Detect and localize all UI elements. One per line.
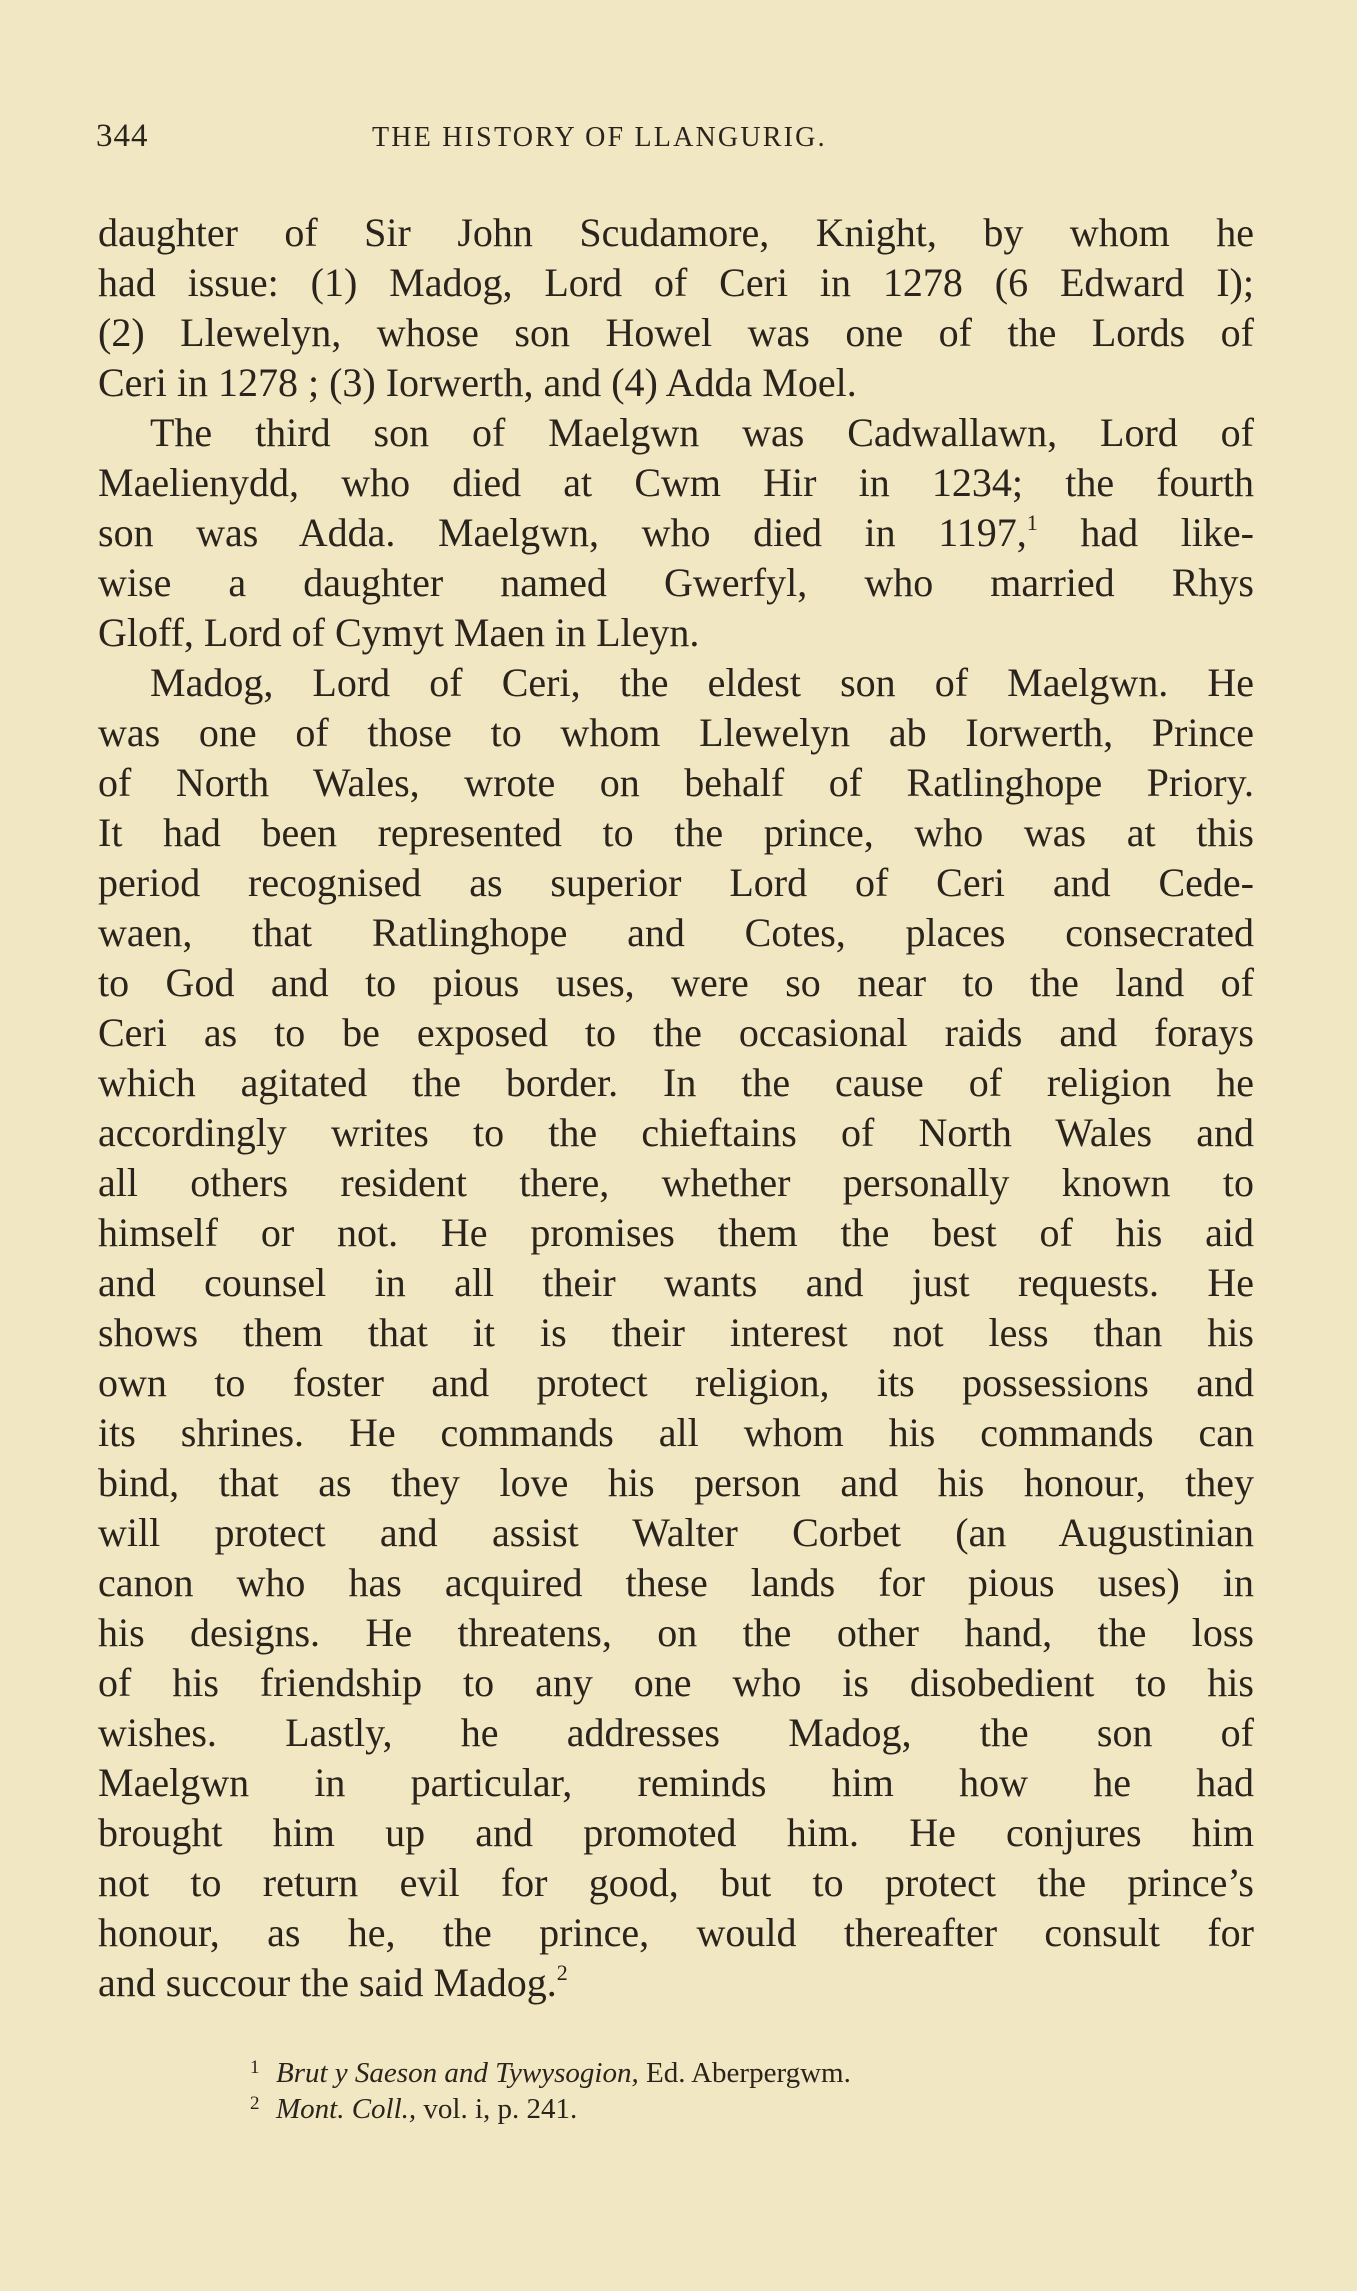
text-line xyxy=(98,308,1254,358)
text-line xyxy=(98,1458,1254,1508)
text-line xyxy=(98,1258,1254,1308)
text-line xyxy=(98,858,1254,908)
text-line-content: shows them that it is their interest not less than his xyxy=(98,1310,1254,1355)
running-title: THE HISTORY OF LLANGURIG. xyxy=(372,122,827,153)
text-line-content: to God and to pious uses, were so near to the land of xyxy=(98,960,1254,1005)
text-line xyxy=(98,1408,1254,1458)
text-line xyxy=(98,1358,1254,1408)
footnote-reference[interactable]: 1 xyxy=(1026,510,1038,535)
text-line-content: was one of those to whom Llewelyn ab Iorwerth, Prince xyxy=(98,710,1254,755)
footnote-source-title: Brut y Saeson and Tywysogion, xyxy=(276,2057,639,2089)
text-line-content: period recognised as superior Lord of Ceri and Cede- xyxy=(98,860,1254,905)
text-line-content: brought him up and promoted him. He conjures him xyxy=(98,1810,1254,1855)
text-line xyxy=(98,658,1254,708)
text-line xyxy=(98,1608,1254,1658)
text-line xyxy=(98,1558,1254,1608)
text-line-content: and counsel in all their wants and just requests. He xyxy=(98,1260,1254,1305)
footnote-detail: Ed. Aberpergwm. xyxy=(638,2057,851,2089)
text-line-continuation: had like- xyxy=(1037,510,1254,555)
text-line xyxy=(98,758,1254,808)
footnotes xyxy=(250,2050,1250,2125)
text-line-content: Ceri in 1278 ; (3) Iorwerth, and (4) Adda Moel. xyxy=(98,360,857,405)
text-line-content: The third son of Maelgwn was Cadwallawn, Lord of xyxy=(150,410,1254,455)
text-line xyxy=(98,1308,1254,1358)
text-line xyxy=(98,1508,1254,1558)
text-line xyxy=(98,208,1254,258)
body-text xyxy=(98,208,1254,2008)
text-line xyxy=(98,708,1254,758)
text-line xyxy=(98,1708,1254,1758)
text-line-content: own to foster and protect religion, its possessions and xyxy=(98,1360,1254,1405)
text-line xyxy=(98,1908,1254,1958)
text-line xyxy=(98,358,1254,408)
text-line-content: honour, as he, the prince, would thereafter consult for xyxy=(98,1910,1254,1955)
footnote-mark: 2 xyxy=(250,2093,260,2114)
text-line xyxy=(98,608,1254,658)
text-line xyxy=(98,1808,1254,1858)
text-line xyxy=(98,558,1254,608)
text-line xyxy=(98,908,1254,958)
text-line-content: wishes. Lastly, he addresses Madog, the son of xyxy=(98,1710,1254,1755)
footnote xyxy=(250,2086,1250,2125)
text-line xyxy=(98,408,1254,458)
text-line xyxy=(98,1208,1254,1258)
text-line xyxy=(98,1008,1254,1058)
text-line xyxy=(98,258,1254,308)
text-line-content: Maelienydd, who died at Cwm Hir in 1234; the fourth xyxy=(98,460,1254,505)
text-line-content: its shrines. He commands all whom his commands can xyxy=(98,1410,1254,1455)
text-line xyxy=(98,1758,1254,1808)
text-line-content: all others resident there, whether personally known to xyxy=(98,1160,1254,1205)
text-line-content: bind, that as they love his person and his honour, they xyxy=(98,1460,1254,1505)
text-line-content: Maelgwn in particular, reminds him how he had xyxy=(98,1760,1254,1805)
text-line xyxy=(98,1658,1254,1708)
text-line-content: himself or not. He promises them the best of his aid xyxy=(98,1210,1254,1255)
text-line-content: son was Adda. Maelgwn, who died in 1197, xyxy=(98,510,1027,555)
text-line-content: and succour the said Madog. xyxy=(98,1960,557,2005)
text-line xyxy=(98,458,1254,508)
text-line-content: Gloff, Lord of Cymyt Maen in Lleyn. xyxy=(98,610,700,655)
text-line xyxy=(98,508,1254,558)
text-line-content: accordingly writes to the chieftains of North Wales and xyxy=(98,1110,1254,1155)
text-line xyxy=(98,1058,1254,1108)
footnote-reference[interactable]: 2 xyxy=(556,1960,568,1985)
text-line-content: had issue: (1) Madog, Lord of Ceri in 1278 (6 Edward I); xyxy=(98,260,1254,305)
text-line-content: will protect and assist Walter Corbet (an Augustinian xyxy=(98,1510,1254,1555)
text-line-content: not to return evil for good, but to protect the prince’s xyxy=(98,1860,1254,1905)
footnote-mark: 1 xyxy=(250,2057,260,2078)
text-line xyxy=(98,1108,1254,1158)
text-line-content: canon who has acquired these lands for pious uses) in xyxy=(98,1560,1254,1605)
text-line-content: daughter of Sir John Scudamore, Knight, by whom he xyxy=(98,210,1254,255)
text-line-content: waen, that Ratlinghope and Cotes, places consecrated xyxy=(98,910,1254,955)
text-line-content: his designs. He threatens, on the other hand, the loss xyxy=(98,1610,1254,1655)
text-line-content: of North Wales, wrote on behalf of Ratlinghope Priory. xyxy=(98,760,1254,805)
text-line-content: Madog, Lord of Ceri, the eldest son of Maelgwn. He xyxy=(150,660,1254,705)
text-line xyxy=(98,1158,1254,1208)
text-line xyxy=(98,808,1254,858)
text-line-content: It had been represented to the prince, who was at this xyxy=(98,810,1254,855)
footnote xyxy=(250,2050,1250,2089)
text-line-content: wise a daughter named Gwerfyl, who married Rhys xyxy=(98,560,1254,605)
text-line-content: (2) Llewelyn, whose son Howel was one of the Lords of xyxy=(98,310,1254,355)
text-line-content: which agitated the border. In the cause of religion he xyxy=(98,1060,1254,1105)
text-line xyxy=(98,1958,1254,2008)
text-line-content: of his friendship to any one who is disobedient to his xyxy=(98,1660,1254,1705)
text-line-content: Ceri as to be exposed to the occasional raids and forays xyxy=(98,1010,1254,1055)
page-number: 344 xyxy=(96,118,149,154)
footnote-detail: vol. i, p. 241. xyxy=(416,2093,578,2125)
running-header xyxy=(96,118,1256,168)
text-line xyxy=(98,958,1254,1008)
footnote-source-title: Mont. Coll., xyxy=(276,2093,417,2125)
text-line xyxy=(98,1858,1254,1908)
